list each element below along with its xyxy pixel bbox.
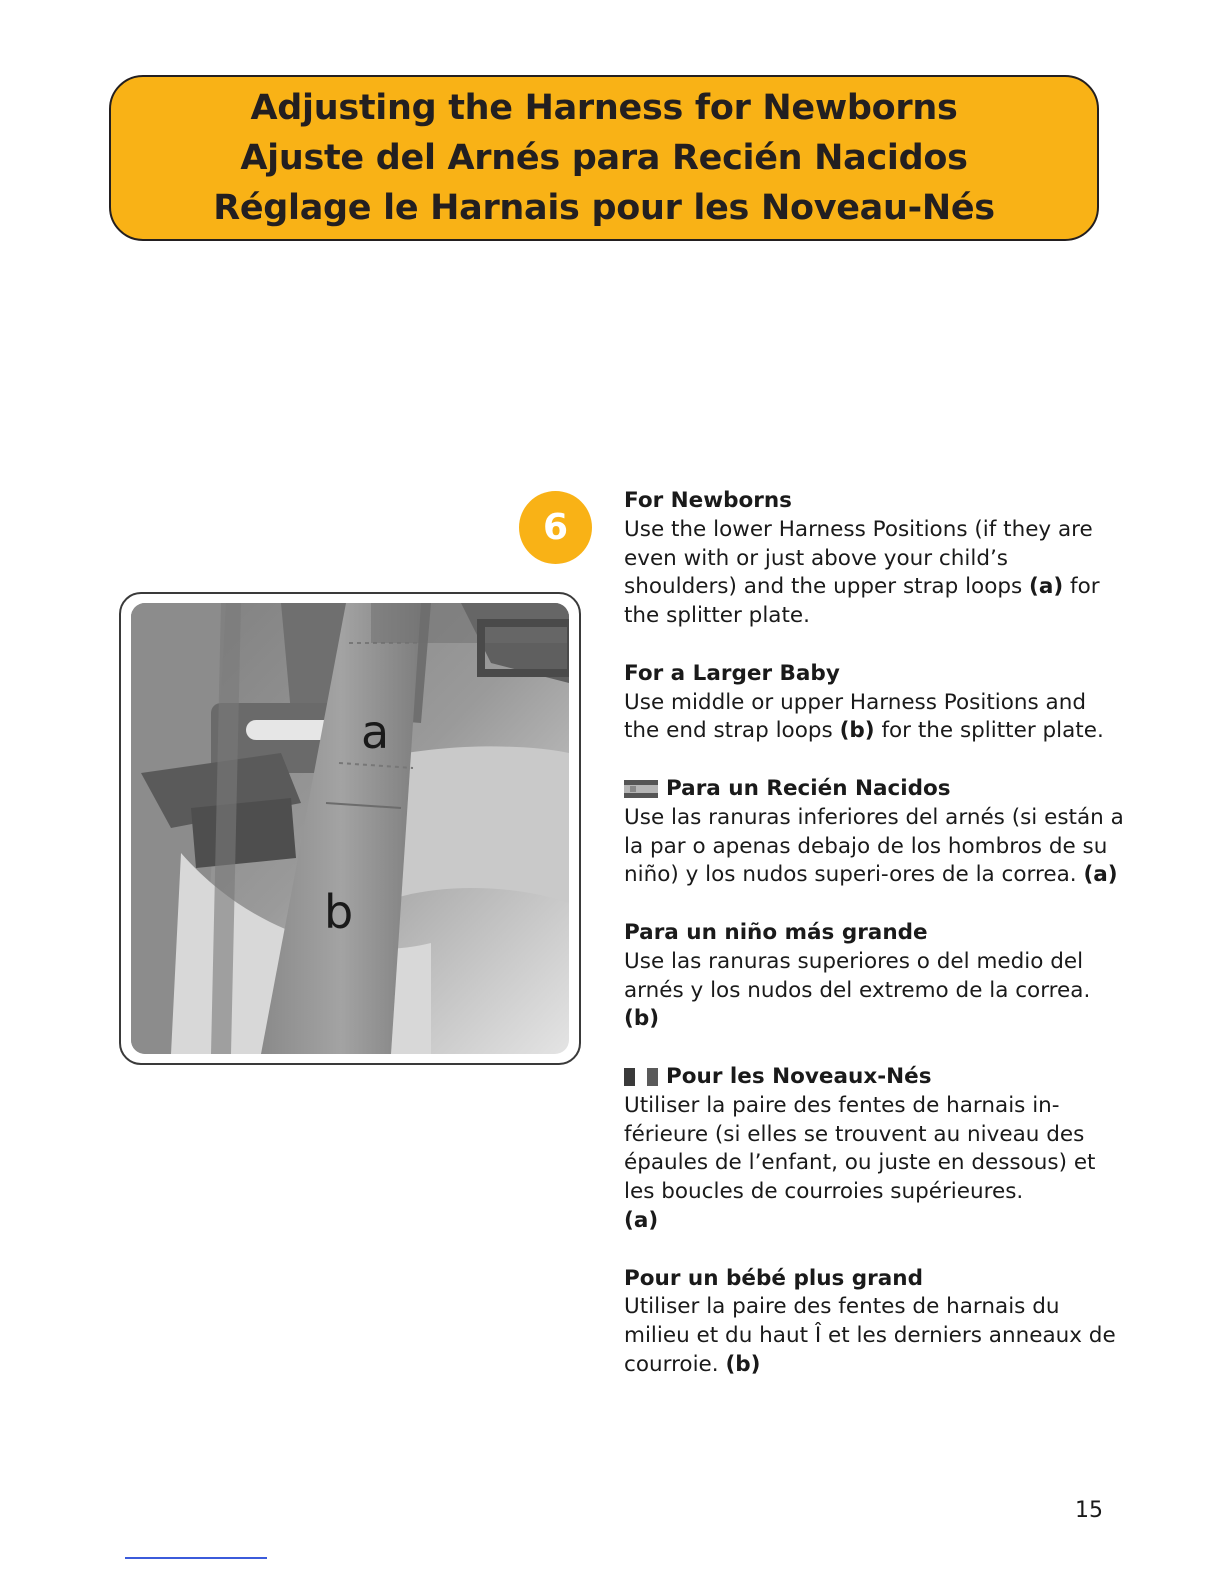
strap-ref-b: (b) <box>725 1351 761 1377</box>
section-body <box>624 516 1124 631</box>
strap-ref-a: (a) <box>1029 574 1064 600</box>
section-heading: For a Larger Baby <box>624 660 840 686</box>
section-heading <box>624 775 1124 804</box>
strap-loop-label-a: a <box>361 705 390 759</box>
section-body-text: Use las ranuras superiores o del medio del arnés y los nudos del extremo de la correa. <box>624 948 1091 1003</box>
section-body <box>624 804 1124 890</box>
strap-ref-b: (b) <box>839 718 875 744</box>
section-heading <box>624 1063 1124 1092</box>
harness-illustration <box>131 603 569 1054</box>
spain-flag-icon <box>624 780 658 798</box>
page-number: 15 <box>1075 1498 1103 1523</box>
section-recien-nacidos <box>624 775 1124 890</box>
section-heading: For Newborns <box>624 488 792 513</box>
section-body-text: Use las ranuras inferiores del arnés (si están a la par o apenas debajo de los hombros de su niño) y los nudos superi-ores de la correa. <box>624 804 1124 888</box>
strap-ref-a: (a) <box>1083 862 1118 888</box>
footer-rule <box>125 1557 267 1559</box>
section-heading-text: Para un Recién Nacidos <box>666 775 951 801</box>
section-body-text: Use the lower Harness Positions (if they are even with or just above your child’s shoulders) and the upper strap loops <box>624 516 1093 600</box>
section-body-tail: for the splitter plate. <box>624 574 1100 629</box>
section-body <box>624 1092 1124 1236</box>
section-heading-text: Pour les Noveaux-Nés <box>666 1063 932 1089</box>
section-heading: Pour un bébé plus grand <box>624 1265 923 1291</box>
strap-loop-label-b: b <box>324 885 354 939</box>
section-body-text: Use middle or upper Harness Positions and the end strap loops <box>624 689 1086 744</box>
section-body-text: Utiliser la paire des fentes de harnais du milieu et du haut Î et les derniers anneaux de courroie. <box>624 1294 1116 1377</box>
section-body-tail: for the splitter plate. <box>874 718 1104 744</box>
section-for-newborns <box>624 487 1124 631</box>
section-larger-baby <box>624 660 1124 746</box>
section-body <box>624 948 1124 1034</box>
france-flag-icon <box>624 1068 658 1086</box>
section-body <box>624 689 1124 747</box>
strap-ref-b: (b) <box>624 1006 660 1032</box>
section-body-text: Utiliser la paire des fentes de harnais in-férieure (si elles se trouvent au niveau des épaules de l’enfant, ou juste en dessous) et les boucles de courroies supérieures. <box>624 1092 1096 1205</box>
title-english: Adjusting the Harness for Newborns <box>250 88 958 128</box>
strap-ref-a: (a) <box>624 1207 659 1233</box>
section-noveaux-nes <box>624 1063 1124 1236</box>
title-french: Réglage le Harnais pour les Noveau-Nés <box>213 188 995 228</box>
section-body <box>624 1293 1124 1379</box>
title-spanish: Ajuste del Arnés para Recién Nacidos <box>240 138 968 178</box>
section-bebe-plus-grand <box>624 1265 1124 1380</box>
step-number-badge: 6 <box>519 491 592 564</box>
instructions-column <box>624 487 1124 1409</box>
harness-photo <box>131 603 569 1054</box>
title-banner <box>109 75 1099 241</box>
section-nino-mas-grande <box>624 919 1124 1034</box>
harness-photo-frame <box>119 592 581 1065</box>
section-heading: Para un niño más grande <box>624 919 928 945</box>
